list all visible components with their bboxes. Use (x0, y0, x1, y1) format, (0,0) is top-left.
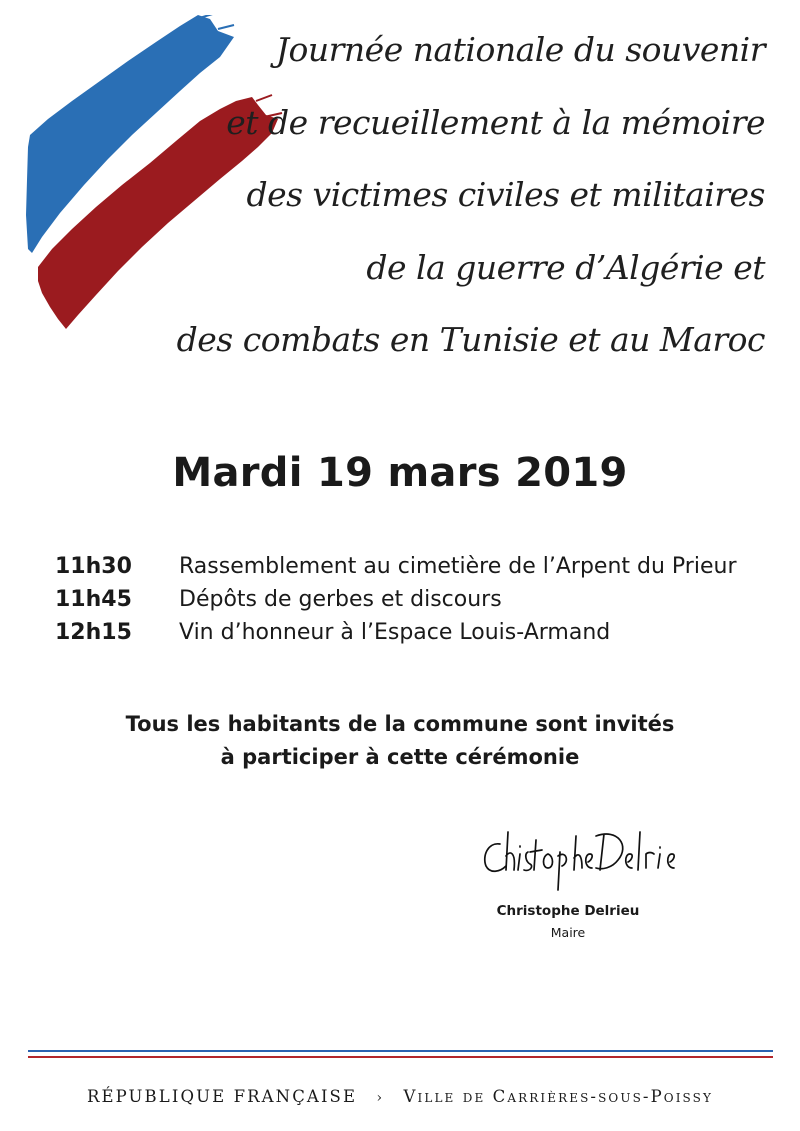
footer-rule-blue (28, 1050, 773, 1052)
invitation-line-2: à participer à cette cérémonie (220, 745, 580, 769)
program-item (55, 583, 775, 616)
footer-rule-red (28, 1056, 773, 1058)
program-time: 11h45 (55, 587, 132, 612)
signer-name: Christophe Delrieu (496, 903, 640, 919)
invitation-text (0, 708, 800, 774)
footer-ville: Ville de Carrières-sous-Poissy (403, 1087, 714, 1106)
signature-handwriting-text: Christophe Delrieu (478, 822, 488, 823)
handwritten-signature (478, 822, 678, 892)
title-line-5: des combats en Tunisie et au Maroc (176, 320, 765, 359)
invitation-line-1: Tous les habitants de la commune sont invités (125, 712, 675, 736)
title-line-2: et de recueillement à la mémoire (226, 102, 765, 142)
program-description: Dépôts de gerbes et discours (179, 587, 502, 612)
footer-text (0, 1087, 800, 1106)
signer-role: Maire (550, 925, 586, 940)
event-date: Mardi 19 mars 2019 (172, 450, 628, 496)
program-description: Vin d’honneur à l’Espace Louis-Armand (179, 620, 611, 645)
title-line-4: de la guerre d’Algérie et (366, 247, 765, 287)
program-time: 11h30 (55, 554, 132, 579)
ceremony-title (165, 14, 765, 377)
program-item (55, 616, 775, 649)
program-item (55, 550, 775, 583)
footer-republique: RÉPUBLIQUE FRANÇAISE (86, 1087, 358, 1106)
title-line-3: des victimes civiles et militaires (246, 175, 765, 214)
footer-separator: › (376, 1090, 385, 1106)
program-list (55, 550, 775, 649)
program-time: 12h15 (55, 620, 132, 645)
title-line-1: Journée nationale du souvenir (275, 30, 765, 69)
program-description: Rassemblement au cimetière de l’Arpent du Prieur (179, 554, 737, 579)
